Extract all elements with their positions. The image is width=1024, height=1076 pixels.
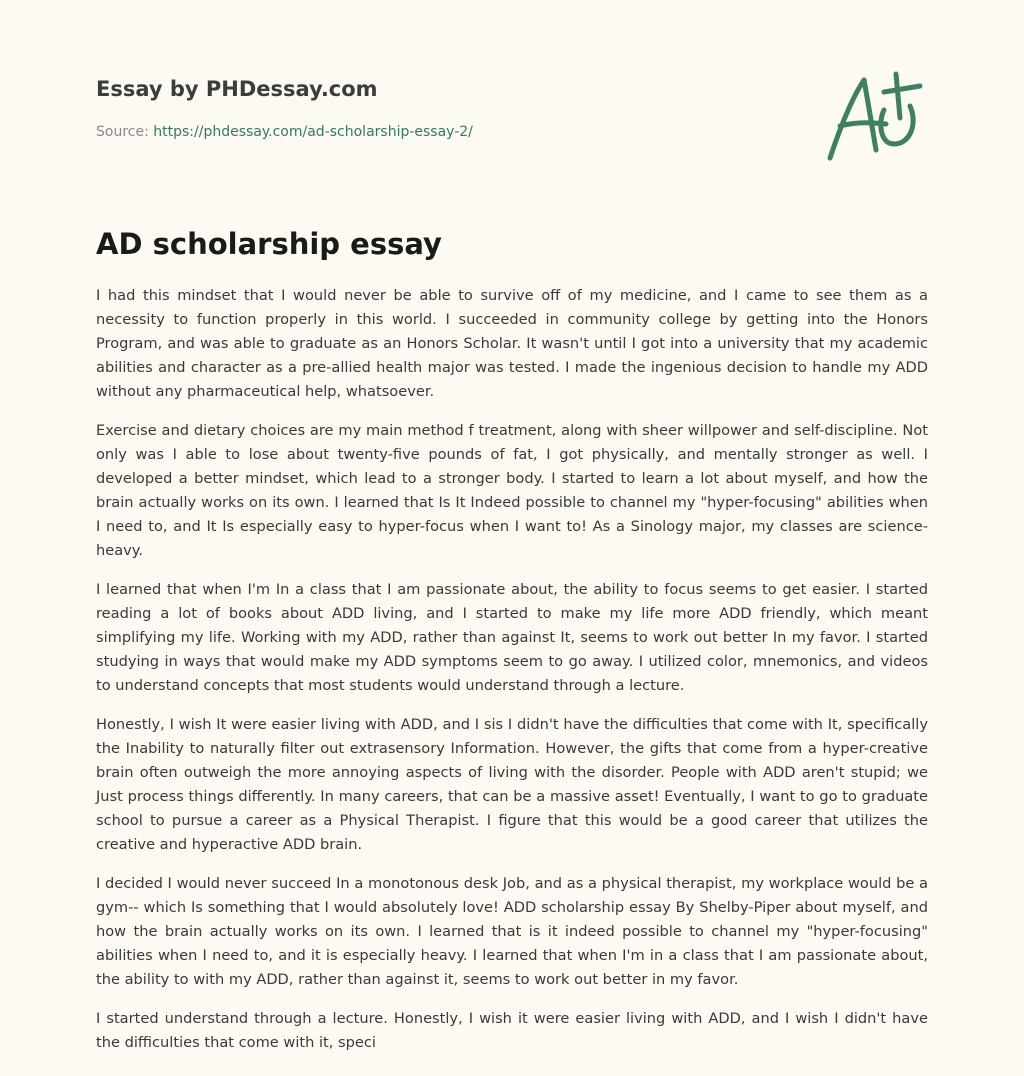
source-link[interactable]: https://phdessay.com/ad-scholarship-essay-2/ [153,124,473,140]
source-line [96,122,473,142]
essay-title: AD scholarship essay [96,227,442,261]
essay-paragraph: I had this mindset that I would never be able to survive off of my medicine, and I came to see them as a necessity to function properly in this world. I succeeded in community college by getting into the Honors Program, and was able to graduate as an Honors Scholar. It wasn't until I got into a university that my academic abilities and character as a pre-allied health major was tested. I made the ingenious decision to handle my ADD without any pharmaceutical help, whatsoever. [96,287,928,400]
essay-paragraph: I started understand through a lecture. Honestly, I wish it were easier living with ADD, and I wish I didn't have the difficulties that come with it, speci [96,1010,928,1051]
essay-body [96,284,928,1070]
essay-paragraph: Exercise and dietary choices are my main method f treatment, along with sheer willpower and self-discipline. Not only was I able to lose about twenty-five pounds of fat, I got physically, and mentally stronger as well. I developed a better mindset, which lead to a stronger body. I started to learn a lot about myself, and how the brain actually works on its own. I learned that Is It Indeed possible to channel my "hyper-focusing" abilities when I need to, and It Is especially easy to hyper-focus when I want to! As a Sinology major, my classes are science-heavy. [96,422,928,559]
essay-paragraph: I decided I would never succeed In a monotonous desk Job, and as a physical therapist, my workplace would be a gym-- which Is something that I would absolutely love! ADD scholarship essay By Shelby-Piper about myself, and how the brain actually works on its own. I learned that is it indeed possible to channel my "hyper-focusing" abilities when I need to, and it is especially heavy. I learned that when I'm in a class that I am passionate about, the ability to with my ADD, rather than against it, seems to work out better in my favor. [96,875,928,988]
a-plus-grade-icon [822,68,926,164]
source-label: Source: [96,124,154,140]
page-header [96,74,928,140]
essay-paragraph: I learned that when I'm In a class that I am passionate about, the ability to focus seems to get easier. I started reading a lot of books about ADD living, and I started to make my life more ADD friendly, which meant simplifying my life. Working with my ADD, rather than against It, seems to work out better In my favor. I started studying in ways that would make my ADD symptoms seem to go away. I utilized color, mnemonics, and videos to understand concepts that most students would understand through a lecture. [96,581,928,694]
site-brand: Essay by PHDessay.com [96,77,378,101]
essay-paragraph: Honestly, I wish It were easier living with ADD, and I sis I didn't have the difficulties that come with It, specifically the Inability to naturally filter out extrasensory Information. However, the gifts that come from a hyper-creative brain often outweigh the more annoying aspects of living with the disorder. People with ADD aren't stupid; we Just process things differently. In many careers, that can be a massive asset! Eventually, I want to go to graduate school to pursue a career as a Physical Therapist. I figure that this would be a good career that utilizes the creative and hyperactive ADD brain. [96,716,928,853]
